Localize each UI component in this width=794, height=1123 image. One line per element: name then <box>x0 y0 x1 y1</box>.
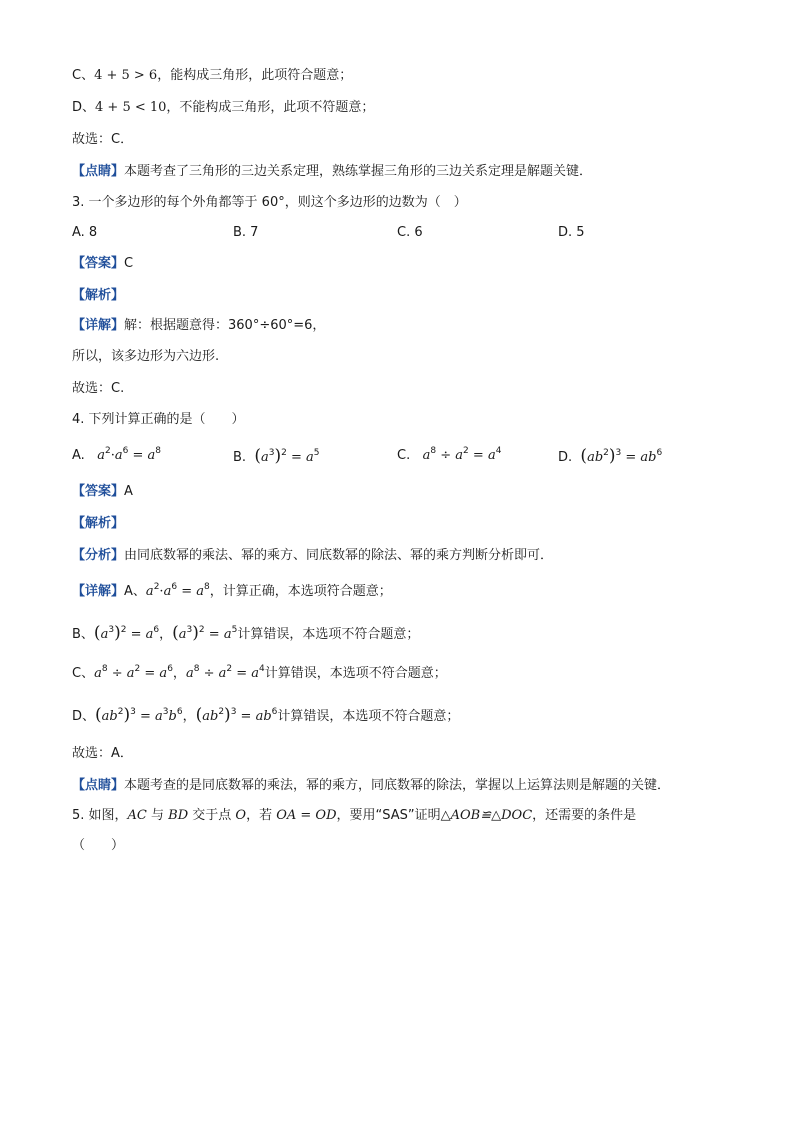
math-c: 4 + 5 > 6 <box>94 68 158 83</box>
q3-jiexi: 【解析】 <box>72 288 125 303</box>
q3-option-a: A. 8 <box>72 225 98 240</box>
q3-option-b: B. 7 <box>233 225 259 240</box>
option-d-analysis: D、4 + 5 < 10，不能构成三角形，此项不符题意； <box>72 100 375 115</box>
q4-detail-b: B、$(a^3)^2 = a^6$，$(a^3)^2 = a^5$计算错误，本选项不符合题意； <box>72 623 420 643</box>
q4-jiexi: 【解析】 <box>72 516 125 531</box>
question-4-stem: 4. 下列计算正确的是（ ） <box>72 412 245 427</box>
q3-line2: 所以，该多边形为六边形. <box>72 349 220 364</box>
q3-option-c: C. 6 <box>397 225 423 240</box>
dianjing-line: 【点睛】本题考查了三角形的三边关系定理，熟练掌握三角形的三边关系定理是解题关键． <box>72 164 593 179</box>
q3-choose: 故选：C. <box>72 381 125 396</box>
q4-detail-d: D、$(ab^2)^3 = a^3b^6$，$(ab^2)^3 = ab^6$计算错误，本选项不符合题意； <box>72 705 460 725</box>
q5-paren: （ ） <box>72 838 125 853</box>
q4-detail-c: C、$a^8 \div a^2 = a^6$，$a^8 \div a^2 = a^4$计算错误，本选项不符合题意； <box>72 664 447 681</box>
q4-option-a: A. $a^2\cdot a^6 = a^8$ <box>72 446 162 463</box>
option-c-analysis: C、4 + 5 > 6，能构成三角形，此项符合题意； <box>72 68 353 83</box>
q4-fenxi: 【分析】由同底数幂的乘法、幂的乘方、同底数幂的除法、幂的乘方判断分析即可． <box>72 548 554 563</box>
choose-line: 故选：C． <box>72 132 134 147</box>
q4-option-d: D. $(ab^2)^3 = ab^6$ <box>558 446 663 466</box>
math-d: 4 + 5 < 10 <box>95 100 167 115</box>
q4-dianjing: 【点睛】本题考查的是同底数幂的乘法，幂的乘方，同底数幂的除法，掌握以上运算法则是解题的关键． <box>72 778 671 793</box>
q3-answer: 【答案】C <box>72 256 134 271</box>
question-5-stem: 5. 如图，AC 与 BD 交于点 O，若 OA = OD，要用“SAS”证明△AOB≌△DOC，还需要的条件是 <box>72 808 637 823</box>
q4-answer: 【答案】A <box>72 484 133 499</box>
q3-option-d: D. 5 <box>558 225 585 240</box>
q3-xiangjie: 【详解】解：根据题意得：360°÷60°=6， <box>72 318 326 333</box>
q4-detail-a: 【详解】A、$a^2\cdot a^6 = a^8$，计算正确，本选项符合题意； <box>72 582 392 599</box>
q4-option-b: B. $(a^3)^2 = a^5$ <box>233 446 320 466</box>
question-3-stem: 3. 一个多边形的每个外角都等于 60°，则这个多边形的边数为（ ） <box>72 195 467 210</box>
q4-option-c: C. $a^8 \div a^2 = a^4$ <box>397 446 502 463</box>
q4-choose: 故选：A． <box>72 746 133 761</box>
